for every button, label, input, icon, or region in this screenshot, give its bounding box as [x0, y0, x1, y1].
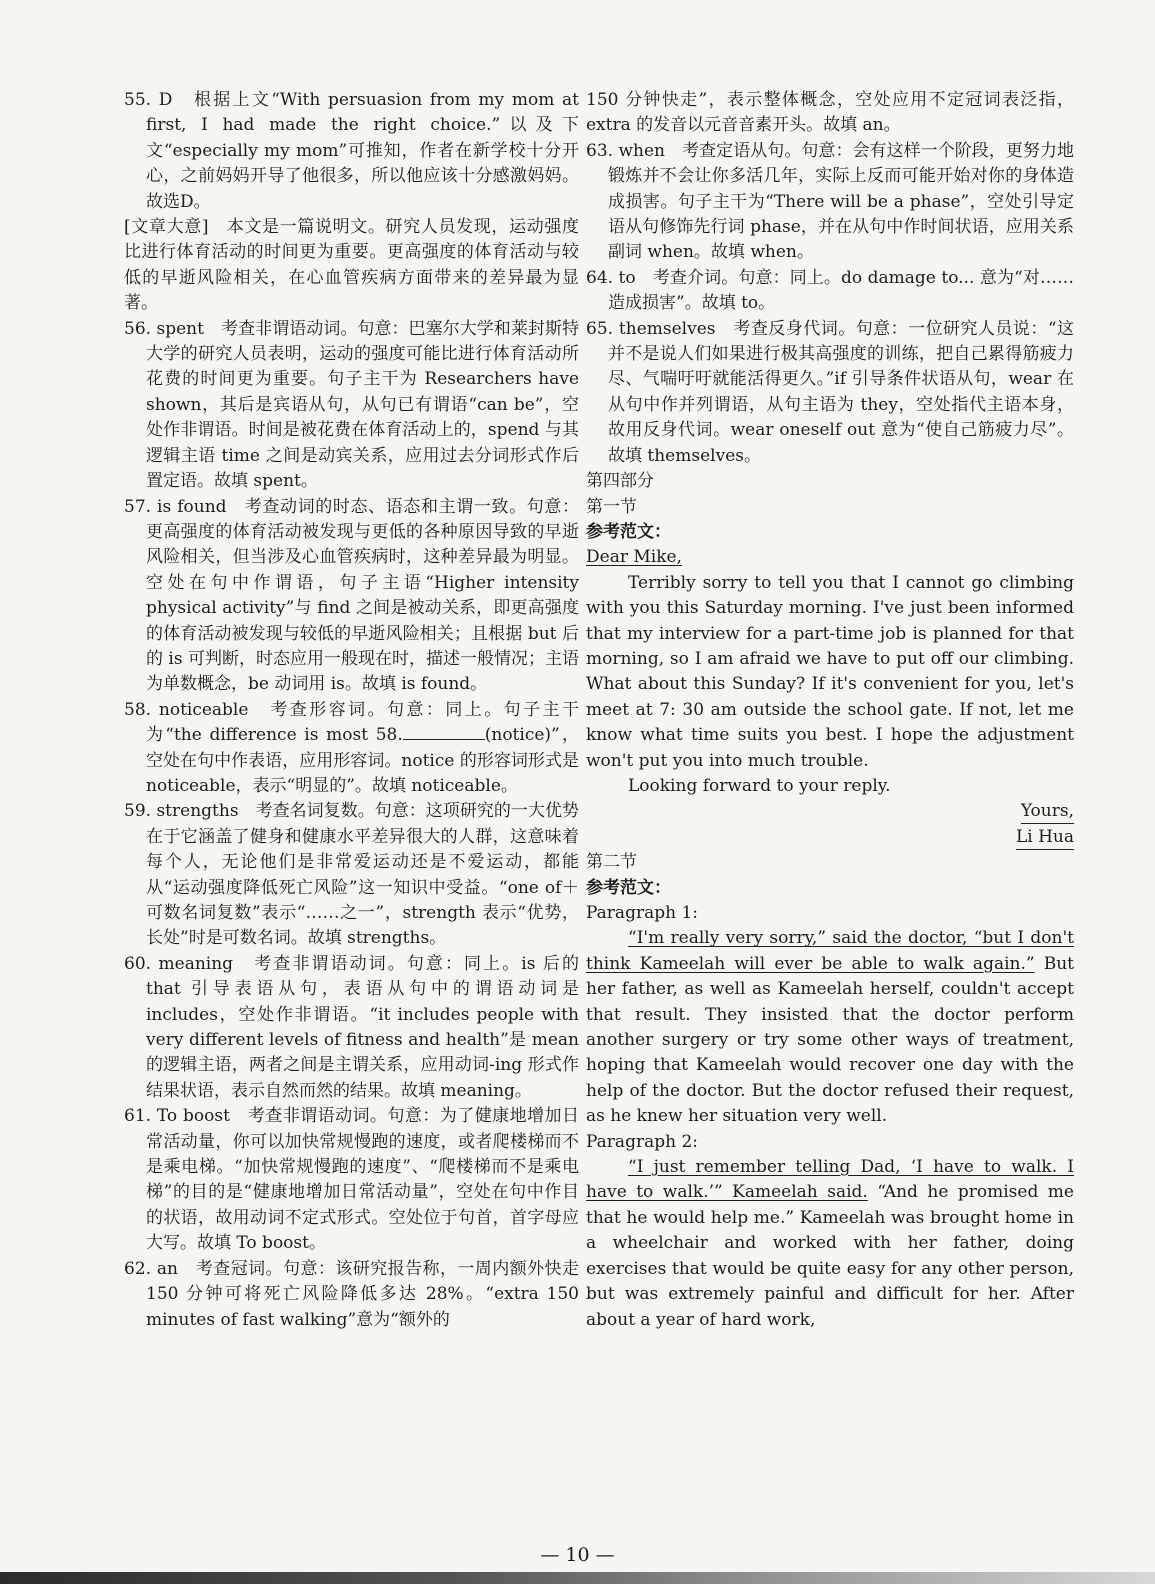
- answer-58-end: (notice)”，空处在句中作表语，应用形容词。notice 的形容词形式是 noticeable，表示“明显的”。故填 noticeable。: [146, 725, 579, 796]
- page-number: — 10 —: [540, 1544, 615, 1566]
- answer-55: 55. D 根据上文“With persuasion from my mom at first, I had made the right choice.”以及下文“especially my mom”可推知，作者在新学校十分开心，之前妈妈开导了他很多，所以他应该十分感激妈妈。故选D。: [124, 90, 579, 212]
- reference-essay-label-2: 参考范文：: [586, 877, 671, 898]
- answer-60: 60. meaning 考查非谓语动词。句意：同上。is 后的 that 引导表语从句，表语从句中的谓语动词是 includes，空处作非谓语。“it includes people with very different levels of fitness and health”是 mean 的逻辑主语，两者之间是主谓关系，应用动词-ing 形式作结果状语，表示自然而然的结果。故填 meaning。: [124, 953, 579, 1101]
- left-column: [124, 88, 579, 1333]
- article-summary: [文章大意] 本文是一篇说明文。研究人员发现，运动强度比进行体育活动的时间更为重要。更高强度的体育活动与较低的早逝风险相关，在心血管疾病方面带来的差异最为显著。: [124, 217, 579, 314]
- paragraph-2-text: “And he promised me that he would help me.” Kameelah was brought home in a wheelchair and worked with her father, doing exercises that would be quite easy for any other person, but was extremely painful and difficult for her. After about a year of hard work,: [586, 1182, 1074, 1330]
- letter-closing: Looking forward to your reply.: [628, 775, 891, 796]
- name-text: Li Hua: [1016, 825, 1074, 850]
- answer-58-start: 58. noticeable 考查形容词。句意：同上。句子主干为“the difference is most 58.: [124, 699, 579, 746]
- answer-58: [124, 698, 579, 800]
- right-column: [586, 88, 1074, 1333]
- signature-yours: [586, 799, 1074, 824]
- answer-62: 62. an 考查冠词。句意：该研究报告称，一周内额外快走 150 分钟可将死亡风险降低多达 28%。“extra 150 minutes of fast walking”意为“额外的: [124, 1258, 579, 1330]
- answer-64: 64. to 考查介词。句意：同上。do damage to... 意为“对……造成损害”。故填 to。: [586, 267, 1074, 314]
- paragraph-1: [586, 926, 1074, 1129]
- paragraph-1-label: Paragraph 1:: [586, 903, 698, 923]
- paragraph-2-label: Paragraph 2:: [586, 1131, 698, 1152]
- paragraph-1-given-sentence: “I'm really very sorry,” said the doctor, “but I don't think Kameelah will ever be able to walk again.”: [586, 928, 1074, 974]
- salutation-text: Dear Mike,: [586, 547, 682, 568]
- fill-blank-line: [403, 725, 485, 740]
- answer-59: 59. strengths 考查名词复数。句意：这项研究的一大优势在于它涵盖了健身和健康水平差异很大的人群，这意味着每个人，无论他们是非常爱运动还是不爱运动，都能从“运动强度降低死亡风险”这一知识中受益。“one of＋可数名词复数”表示“……之一”，strength 表示“优势，长处”时是可数名词。故填 strengths。: [124, 801, 579, 949]
- paragraph-2-given-sentence: “I just remember telling Dad, ‘I have to walk. I have to walk.’” Kameelah said.: [586, 1157, 1074, 1203]
- section-one-heading: 第一节: [586, 496, 637, 517]
- answer-65: 65. themselves 考查反身代词。句意：一位研究人员说：“这并不是说人们如果进行极其高强度的训练，把自己累得筋疲力尽、气喘吁吁就能活得更久。”if 引导条件状语从句，wear 在从句中作并列谓语，从句主语为 they，空处指代主语本身，故用反身代词。wear oneself out 意为“使自己筋疲力尽”。故填 themselves。: [586, 318, 1074, 466]
- part-four-heading: 第四部分: [586, 471, 654, 492]
- reference-essay-label-1: 参考范文：: [586, 521, 671, 542]
- letter-body: Terribly sorry to tell you that I cannot go climbing with you this Saturday morning. I've just been informed that my interview for a part-time job is planned for that morning, so I am afraid we have to put off our climbing. What about this Sunday? If it's convenient for you, let's meet at 7: 30 am outside the school gate. If not, let me know what time suits you best. I hope the adjustment won't put you into much trouble.: [586, 572, 1074, 771]
- yours-text: Yours,: [1021, 799, 1074, 824]
- answer-57: 57. is found 考查动词的时态、语态和主谓一致。句意：更高强度的体育活动被发现与更低的各种原因导致的早逝风险相关，但当涉及心血管疾病时，这种差异最为明显。空处在句中作谓语，句子主语“Higher intensity physical activity”与 find 之间是被动关系，即更高强度的体育活动被发现与较低的早逝风险相关；且根据 but 后的 is 可判断，时态应用一般现在时，描述一般情况；主语为单数概念，be 动词用 is。故填 is found。: [124, 496, 579, 695]
- section-two-heading: 第二节: [586, 852, 637, 873]
- paragraph-1-text: But her father, as well as Kameelah herself, couldn't accept that result. They insisted that the doctor perform another surgery or try some other ways of treatment, hoping that Kameelah would recover one day with the help of the doctor. But the doctor refused their request, as he knew her situation very well.: [586, 953, 1075, 1127]
- answer-61: 61. To boost 考查非谓语动词。句意：为了健康地增加日常活动量，你可以加快常规慢跑的速度，或者爬楼梯而不是乘电梯。“加快常规慢跑的速度”、“爬楼梯而不是乘电梯”的目的是“健康地增加日常活动量”，空处在句中作目的状语，故用动词不定式形式。空处位于句首，首字母应大写。故填 To boost。: [124, 1106, 579, 1254]
- paragraph-2: [586, 1155, 1074, 1333]
- letter-salutation: [586, 545, 1074, 570]
- answer-62-continued: 150 分钟快走”，表示整体概念，空处应用不定冠词表泛指，extra 的发音以元音音素开头。故填 an。: [586, 90, 1074, 136]
- answer-63: 63. when 考查定语从句。句意：会有这样一个阶段，更努力地锻炼并不会让你多活几年，实际上反而可能开始对你的身体造成损害。句子主干为“There will be a phase”，空处引导定语从句修饰先行词 phase，并在从句中作时间状语，应用关系副词 when。故填 when。: [586, 140, 1074, 263]
- scan-edge: [0, 1572, 1155, 1584]
- answer-56: 56. spent 考查非谓语动词。句意：巴塞尔大学和莱封斯特大学的研究人员表明，运动的强度可能比进行体育活动所花费的时间更为重要。句子主干为 Researchers have shown，其后是宾语从句，从句已有谓语“can be”，空处作非谓语。时间是被花费在体育活动上的，spend 与其逻辑主语 time 之间是动宾关系，应用过去分词形式作后置定语。故填 spent。: [124, 318, 579, 492]
- signature-name: [586, 825, 1074, 850]
